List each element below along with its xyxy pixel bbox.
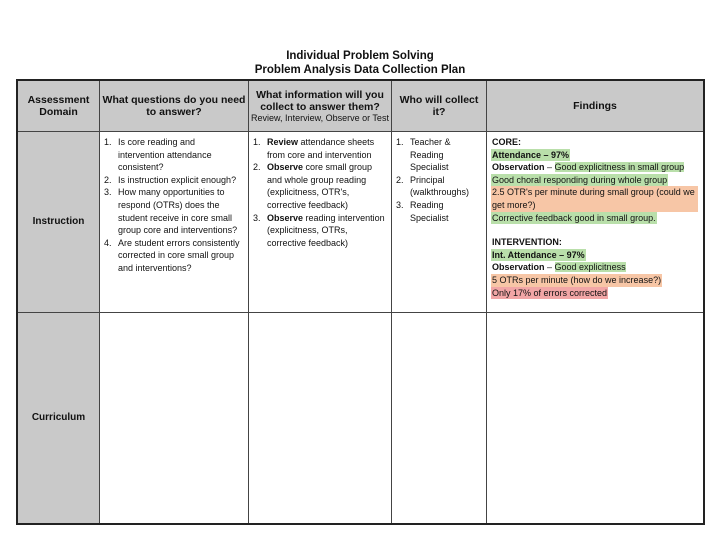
- information-item: 1. Review attendance sheets from core and intervention: [253, 137, 375, 160]
- findings-core-observation: Observation – Good explicitness in small group: [492, 162, 685, 173]
- header-information: What information will you collect to answer them? Review, Interview, Observe or Test: [249, 81, 392, 132]
- page-title: [0, 49, 720, 77]
- title-line-2: Problem Analysis Data Collection Plan: [254, 64, 466, 76]
- information-item: 2. Observe core small group and whole group reading (explicitness, OTR's, corrective feedback): [253, 162, 373, 210]
- findings-core-feedback: Corrective feedback good in small group.: [492, 212, 656, 223]
- who-item: 2. Principal (walkthroughs): [396, 174, 470, 198]
- instruction-information: [249, 132, 392, 313]
- curriculum-questions: [100, 313, 249, 523]
- who-item: 3. Reading Specialist: [396, 199, 449, 223]
- question-item: 3. How many opportunities to respond (OTRs) does the student receive in core small group core and interventions?: [104, 187, 238, 236]
- question-item: 1. Is core reading and intervention attendance consistent?: [104, 137, 212, 173]
- instruction-who: [392, 132, 487, 313]
- curriculum-who: [392, 313, 487, 523]
- findings-core-heading: CORE:: [492, 137, 521, 147]
- curriculum-information: [249, 313, 392, 523]
- findings-intervention-heading: INTERVENTION:: [492, 237, 562, 248]
- question-item: 4. Are student errors consistently corrected in core small group and interventions?: [104, 237, 240, 273]
- who-item: 1. Teacher & Reading Specialist: [396, 137, 451, 173]
- data-collection-table: [16, 79, 705, 525]
- findings-int-otr: 5 OTRs per minute (how do we increase?): [492, 274, 662, 285]
- question-item: 2. Is instruction explicit enough?: [104, 174, 237, 185]
- information-item: 3. Observe reading intervention (explicitness, OTRs, corrective feedback): [253, 212, 385, 248]
- header-who: Who will collect it?: [392, 81, 487, 132]
- instruction-findings: [487, 132, 703, 313]
- domain-curriculum: Curriculum: [18, 313, 100, 523]
- findings-core-otr: 2.5 OTR's per minute during small group (could we get more?): [491, 186, 698, 211]
- header-assessment-domain: Assessment Domain: [18, 81, 100, 132]
- header-questions: What questions do you need to answer?: [100, 81, 249, 132]
- findings-core-attendance: Attendance – 97%: [492, 149, 570, 160]
- findings-int-observation: Observation – Good explicitness: [492, 262, 626, 273]
- title-line-1: Individual Problem Solving: [286, 50, 434, 62]
- findings-int-errors: Only 17% of errors corrected: [492, 287, 608, 298]
- curriculum-findings: [487, 313, 703, 523]
- header-information-sub: Review, Interview, Observe or Test: [251, 112, 389, 123]
- domain-instruction: Instruction: [18, 132, 100, 313]
- findings-core-choral: Good choral responding during whole group: [492, 174, 668, 185]
- findings-int-attendance: Int. Attendance – 97%: [492, 249, 585, 260]
- instruction-questions: [100, 132, 249, 313]
- header-findings: Findings: [487, 81, 703, 132]
